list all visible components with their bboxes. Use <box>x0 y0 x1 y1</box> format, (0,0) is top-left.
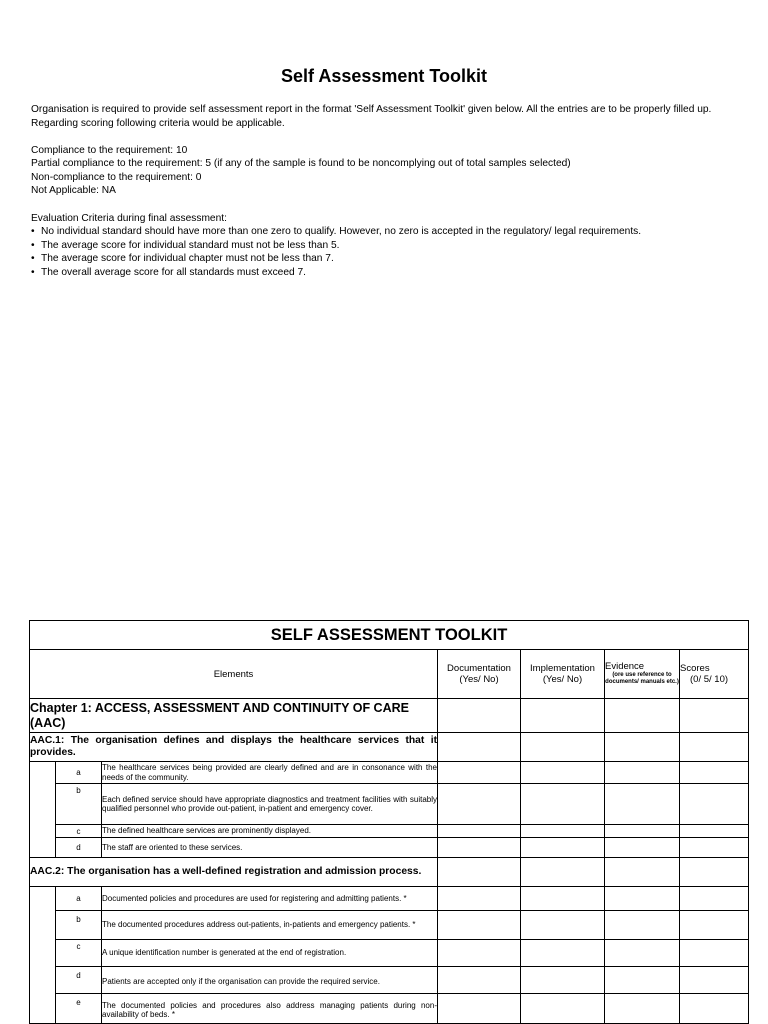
element-letter: e <box>56 994 102 1024</box>
intro-paragraph: Organisation is required to provide self assessment report in the format 'Self Assessment Toolkit' given below. All the entries are to be properly filled up. Regarding scoring following criteria would be applicable. <box>31 104 712 129</box>
evidence-note: (ore use reference to documents/ manuals etc.) <box>605 672 679 685</box>
implementation-cell[interactable] <box>521 838 605 858</box>
implementation-options: (Yes/ No) <box>542 674 583 685</box>
implementation-header <box>521 650 605 699</box>
documentation-cell[interactable] <box>438 858 521 887</box>
documentation-cell[interactable] <box>438 784 521 825</box>
evidence-cell[interactable] <box>605 825 680 838</box>
scores-options: (0/ 5/ 10) <box>690 674 729 685</box>
element-text: The documented procedures address out-patients, in-patients and emergency patients. * <box>102 911 438 940</box>
indent-cell <box>30 762 56 858</box>
documentation-cell[interactable] <box>438 940 521 967</box>
documentation-cell[interactable] <box>438 825 521 838</box>
implementation-cell[interactable] <box>521 940 605 967</box>
criteria-item: • No individual standard should have more than one zero to qualify. However, no zero is accepted in the regulatory/ legal requirements. <box>31 225 746 239</box>
element-text: The defined healthcare services are prominently displayed. <box>102 825 438 838</box>
documentation-cell[interactable] <box>438 967 521 994</box>
score-cell[interactable] <box>680 887 749 911</box>
scores-header <box>680 650 749 699</box>
criteria-heading: Evaluation Criteria during final assessment: <box>31 212 227 224</box>
evidence-cell[interactable] <box>605 784 680 825</box>
element-letter: a <box>56 887 102 911</box>
scoring-line: Compliance to the requirement: 10 <box>31 144 188 156</box>
criteria-item: • The average score for individual chapter must not be less than 7. <box>31 252 746 266</box>
score-cell[interactable] <box>680 967 749 994</box>
evidence-label: Evidence <box>605 661 645 672</box>
evidence-cell[interactable] <box>605 858 680 887</box>
element-letter: a <box>56 762 102 784</box>
score-cell[interactable] <box>680 733 749 762</box>
score-cell[interactable] <box>680 911 749 940</box>
score-cell[interactable] <box>680 858 749 887</box>
documentation-cell[interactable] <box>438 762 521 784</box>
scoring-line: Partial compliance to the requirement: 5 (if any of the sample is found to be noncomplying out of total samples selected) <box>31 158 571 170</box>
implementation-cell[interactable] <box>521 699 605 733</box>
implementation-cell[interactable] <box>521 911 605 940</box>
element-letter: b <box>56 784 102 825</box>
evidence-cell[interactable] <box>605 838 680 858</box>
documentation-cell[interactable] <box>438 887 521 911</box>
documentation-cell[interactable] <box>438 699 521 733</box>
documentation-cell[interactable] <box>438 911 521 940</box>
self-assessment-table <box>29 620 749 1024</box>
evidence-cell[interactable] <box>605 967 680 994</box>
scores-label: Scores <box>680 663 710 674</box>
documentation-cell[interactable] <box>438 838 521 858</box>
evidence-cell[interactable] <box>605 699 680 733</box>
element-letter: d <box>56 967 102 994</box>
documentation-header <box>438 650 521 699</box>
score-cell[interactable] <box>680 762 749 784</box>
documentation-cell[interactable] <box>438 994 521 1024</box>
indent-cell <box>30 887 56 1024</box>
documentation-label: Documentation <box>447 663 511 674</box>
standard-title: AAC.1: The organisation defines and displays the healthcare services that it provides. <box>30 733 438 762</box>
element-text: A unique identification number is generated at the end of registration. <box>102 940 438 967</box>
element-letter: b <box>56 911 102 940</box>
element-text: The healthcare services being provided are clearly defined and are in consonance with the needs of the community. <box>102 763 437 782</box>
documentation-cell[interactable] <box>438 733 521 762</box>
evidence-cell[interactable] <box>605 762 680 784</box>
evidence-cell[interactable] <box>605 733 680 762</box>
criteria-list <box>31 225 746 279</box>
table-title: SELF ASSESSMENT TOOLKIT <box>30 621 749 650</box>
evidence-header <box>605 650 680 699</box>
scoring-line: Not Applicable: NA <box>31 185 116 197</box>
document-title: Self Assessment Toolkit <box>280 66 488 86</box>
introduction <box>31 103 746 280</box>
score-cell[interactable] <box>680 940 749 967</box>
implementation-cell[interactable] <box>521 887 605 911</box>
score-cell[interactable] <box>680 994 749 1024</box>
element-text: The staff are oriented to these services. <box>102 838 438 858</box>
documentation-options: (Yes/ No) <box>459 674 499 685</box>
criteria-item: • The average score for individual standard must not be less than 5. <box>31 239 746 253</box>
score-cell[interactable] <box>680 838 749 858</box>
element-text: Patients are accepted only if the organisation can provide the required service. <box>102 967 438 994</box>
element-text: Each defined service should have appropriate diagnostics and treatment facilities with suitably qualified personnel who provide out-patient, in-patient and emergency cover. <box>102 784 438 825</box>
standard-title: AAC.2: The organisation has a well-defined registration and admission process. <box>30 858 438 887</box>
score-cell[interactable] <box>680 825 749 838</box>
implementation-label: Implementation <box>530 663 595 674</box>
element-letter: c <box>56 940 102 967</box>
element-letter: c <box>56 825 102 838</box>
implementation-cell[interactable] <box>521 784 605 825</box>
element-text: Documented policies and procedures are used for registering and admitting patients. * <box>102 887 438 911</box>
element-letter: d <box>56 838 102 858</box>
criteria-item: • The overall average score for all standards must exceed 7. <box>31 266 746 280</box>
score-cell[interactable] <box>680 699 749 733</box>
implementation-cell[interactable] <box>521 858 605 887</box>
evidence-cell[interactable] <box>605 911 680 940</box>
implementation-cell[interactable] <box>521 825 605 838</box>
evidence-cell[interactable] <box>605 994 680 1024</box>
evidence-cell[interactable] <box>605 887 680 911</box>
score-cell[interactable] <box>680 784 749 825</box>
implementation-cell[interactable] <box>521 967 605 994</box>
chapter-title: Chapter 1: ACCESS, ASSESSMENT AND CONTINUITY OF CARE (AAC) <box>30 699 438 733</box>
implementation-cell[interactable] <box>521 733 605 762</box>
implementation-cell[interactable] <box>521 762 605 784</box>
element-text: The documented policies and procedures also address managing patients during non-availability of beds. * <box>102 994 438 1024</box>
evidence-cell[interactable] <box>605 940 680 967</box>
elements-header: Elements <box>30 650 438 699</box>
implementation-cell[interactable] <box>521 994 605 1024</box>
scoring-line: Non-compliance to the requirement: 0 <box>31 171 202 183</box>
